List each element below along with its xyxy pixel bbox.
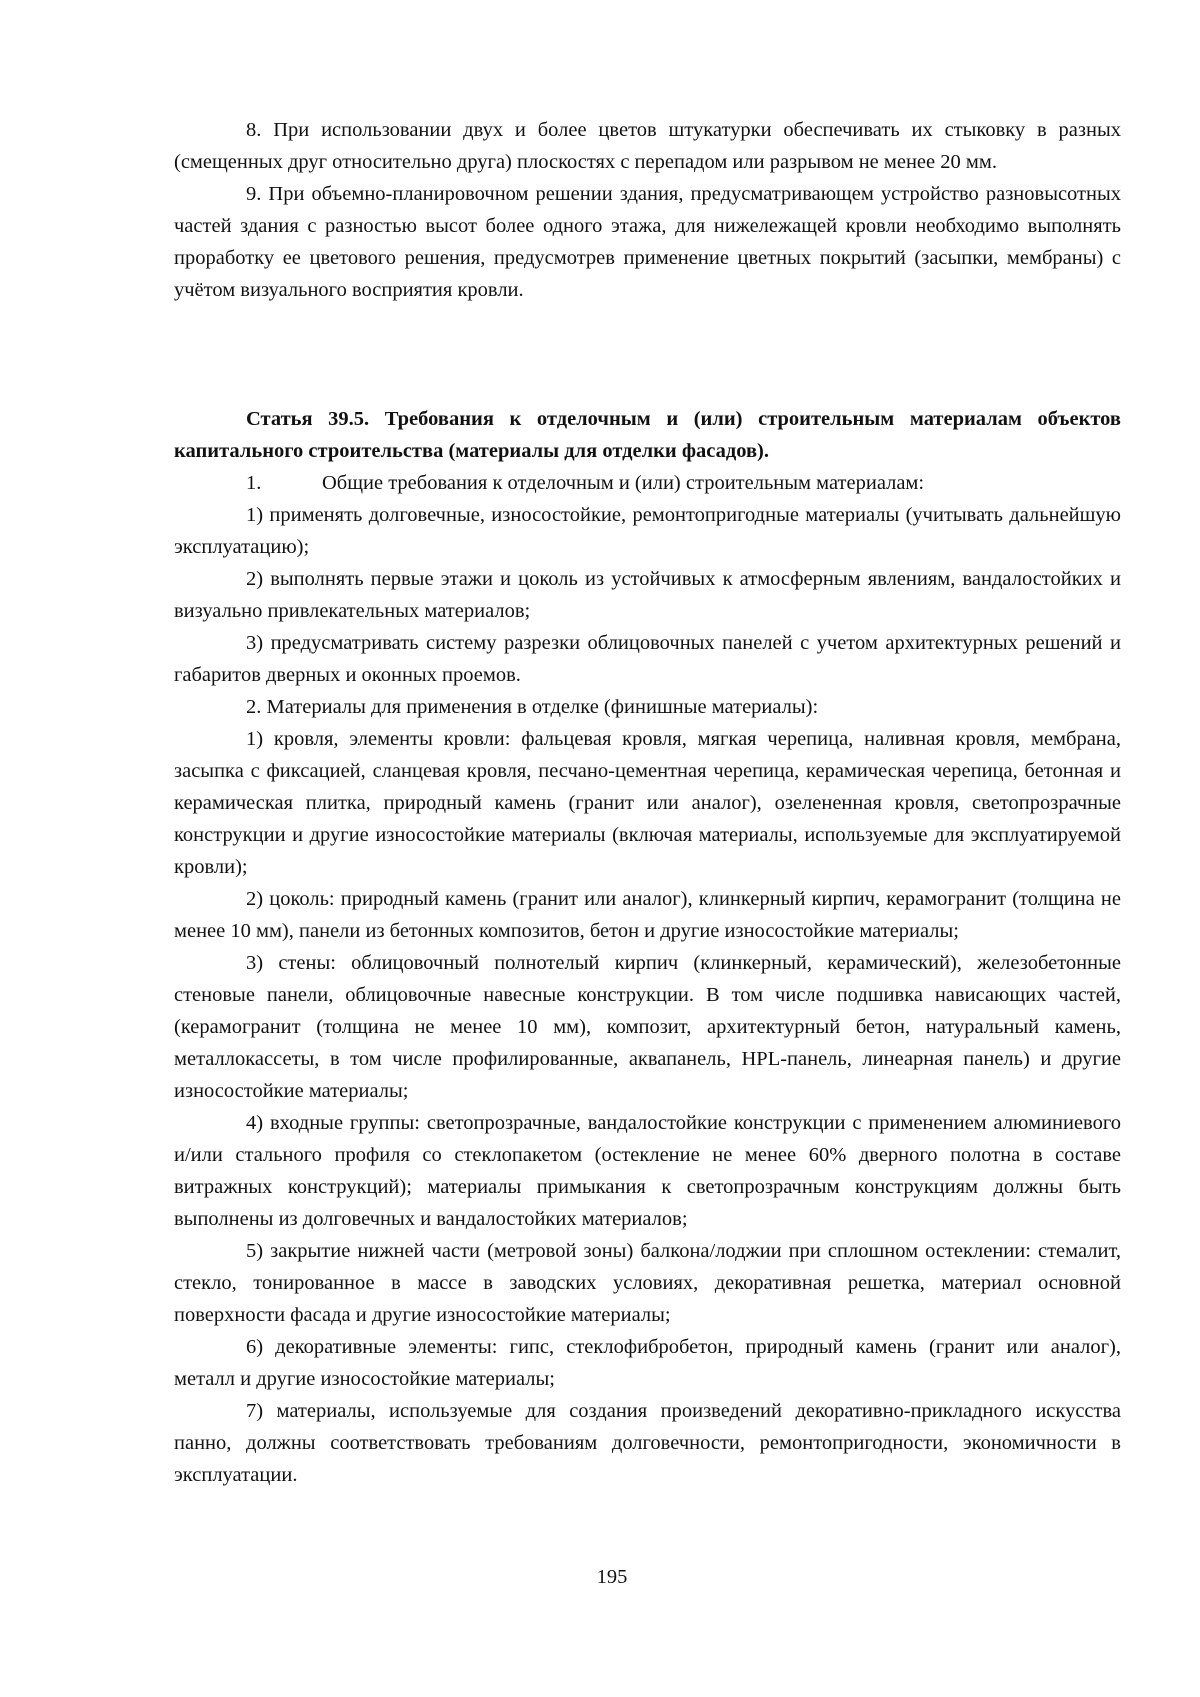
section-1-item-2: 2) выполнять первые этажи и цоколь из устойчивых к атмосферным явлениям, вандалостойких и визуально привлекательных материалов;	[174, 568, 1121, 622]
section-1-text: Общие требования к отделочным и (или) строительным материалам:	[322, 472, 925, 494]
document-page	[174, 114, 1121, 1491]
section-1-number: 1.	[246, 472, 262, 494]
page-number: 195	[596, 1566, 628, 1588]
section-2-item-5: 5) закрытие нижней части (метровой зоны) балкона/лоджии при сплошном остеклении: стемалит, стекло, тонированное в массе в заводских условиях, декоративная решетка, материал основной поверхности фасада и другие износостойкие материалы;	[174, 1240, 1121, 1326]
article-heading: Статья 39.5. Требования к отделочным и (или) строительным материалам объектов капитального строительства (материалы для отделки фасадов).	[174, 408, 1121, 462]
paragraph-item-9: 9. При объемно-планировочном решении здания, предусматривающем устройство разновысотных частей здания с разностью высот более одного этажа, для нижележащей кровли необходимо выполнять проработку ее цветового решения, предусмотрев применение цветных покрытий (засыпки, мембраны) с учётом визуального восприятия кровли.	[174, 183, 1121, 301]
section-2-item-2: 2) цоколь: природный камень (гранит или аналог), клинкерный кирпич, керамогранит (толщина не менее 10 мм), панели из бетонных композитов, бетон и другие износостойкие материалы;	[174, 888, 1121, 942]
section-2-title: 2. Материалы для применения в отделке (финишные материалы):	[246, 696, 819, 718]
section-1-item-3: 3) предусматривать систему разрезки облицовочных панелей с учетом архитектурных решений и габаритов дверных и оконных проемов.	[174, 632, 1121, 686]
section-2-item-1: 1) кровля, элементы кровли: фальцевая кровля, мягкая черепица, наливная кровля, мембрана, засыпка с фиксацией, сланцевая кровля, песчано-цементная черепица, керамическая черепица, бетонная и керамическая плитка, природный камень (гранит или аналог), озелененная кровля, светопрозрачные конструкции и другие износостойкие материалы (включая материалы, используемые для эксплуатируемой кровли);	[174, 728, 1121, 878]
section-2-item-3: 3) стены: облицовочный полнотелый кирпич (клинкерный, керамический), железобетонные стеновые панели, облицовочные навесные конструкции. В том числе подшивка нависающих частей, (керамогранит (толщина не менее 10 мм), композит, архитектурный бетон, натуральный камень, металлокассеты, в том числе профилированные, аквапанель, HPL-панель, линеарная панель) и другие износостойкие материалы;	[174, 952, 1121, 1102]
section-2-item-7: 7) материалы, используемые для создания произведений декоративно-прикладного искусства панно, должны соответствовать требованиям долговечности, ремонтопригодности, экономичности в эксплуатации.	[174, 1400, 1121, 1486]
paragraph-item-8: 8. При использовании двух и более цветов штукатурки обеспечивать их стыковку в разных (смещенных друг относительно друга) плоскостях с перепадом или разрывом не менее 20 мм.	[174, 119, 1121, 173]
section-spacer	[174, 306, 1121, 403]
section-1-item-1: 1) применять долговечные, износостойкие, ремонтопригодные материалы (учитывать дальнейшую эксплуатацию);	[174, 504, 1121, 558]
section-2-item-4: 4) входные группы: светопрозрачные, вандалостойкие конструкции с применением алюминиевого и/или стального профиля со стеклопакетом (остекление не менее 60% дверного полотна в составе витражных конструкций); материалы примыкания к светопрозрачным конструкциям должны быть выполнены из долговечных и вандалостойких материалов;	[174, 1112, 1121, 1230]
section-1-title	[174, 467, 1121, 499]
section-2-item-6: 6) декоративные элементы: гипс, стеклофибробетон, природный камень (гранит или аналог), металл и другие износостойкие материалы;	[174, 1336, 1121, 1390]
